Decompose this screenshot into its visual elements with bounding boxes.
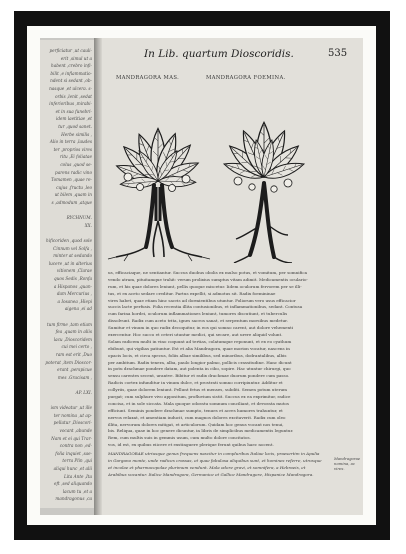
right-page [102, 38, 363, 515]
page-header [102, 48, 363, 62]
left-page-line: idem laetitiae ,et [56, 116, 92, 122]
text-line: dissolvunt. Radix cum aceto trita, ignes sacros sanat, et serpentum morsibus medetur. [108, 318, 288, 324]
left-page-line: cui mei certo , [61, 344, 92, 350]
text-line: vos, id est, ex quibus eiicere et exstinguere plerique ferunt quibus haec nocent. [108, 442, 274, 448]
text-line: vendo atram, pituitamque trahit: verum prolixius sumptus vitam adimit. Medicamentis oculario- [108, 276, 308, 282]
text-line: us, efficaciaque, ne sentiantur. Succus duobus obolis ex mulso potus, et vomitum, per somnifica [108, 270, 308, 275]
left-page-line: erit ,simul ut a [60, 55, 92, 61]
book-gutter [94, 38, 102, 515]
male-mandrake-plant [108, 129, 210, 262]
left-page-line: Tomamen ,quae re- [51, 177, 92, 183]
caption-mandragora-mas: MANDRAGORA MAS. [116, 75, 180, 81]
text-line: bis. Reliqua, quae in hoc genere dicuntur, in libris de simplicibus medicamentis leguntur. [108, 428, 294, 434]
left-page-line: ism videatur ,ut ille [50, 405, 92, 411]
left-page-line: ndent si sedant ,ob- [50, 78, 92, 84]
text-line: purgat; cum sulphure vivo appositum, profluvium sistit. Succus ex ea exprimitur, radice [108, 394, 291, 400]
text-line: concisa, et in sole siccata. Mala quoque odoratu somnum conciliant, et devorata mutos [108, 400, 289, 406]
text-line: Solam radicem multi in vino coquunt ad tertias, colatumque reponunt, et ex eo cyathum [108, 338, 292, 344]
text-line: nervos relaxat, et amentiam inducit, cum magnos dolores excitaverit. Radix cum oleo [108, 414, 286, 420]
text-line: vires habet, quae etiam hinc sacris ad dormientibus utuntur. Foliorum vero usus efficacior [108, 297, 296, 303]
text-line: ebibunt, qui vigilias patiuntur. Est et alia Mandragora, quae morion vocatur, nascens in [108, 345, 290, 351]
left-page-line: XX. [84, 222, 92, 228]
left-page-line: eft ,sed aliquando [54, 481, 92, 487]
left-page-line: ter ,proprios vires [53, 146, 92, 152]
left-page-line: quos Sedis ,Ronfa [54, 276, 92, 281]
left-page-line: colus ,quod se- [60, 162, 92, 167]
left-page-line: ut bilem ,quam in [54, 192, 92, 198]
left-page-line: mes .Gracisam , [57, 374, 92, 380]
left-page-line: vocant ,abunde [59, 428, 92, 433]
left-page-line: tur ,quod sanet. [58, 124, 92, 129]
text-line: in Gargano monte, unde radices crassas, et quae fabulosa aliquibus sunt, et homines referre, utrosque [108, 458, 322, 464]
left-page-line: ram est erit ,Duo [55, 352, 92, 357]
female-mandrake-plant [222, 122, 305, 263]
left-page-line: ritu ,Ei foliatae [59, 154, 92, 160]
left-page-line: habent ,crebro infi- [51, 63, 92, 69]
left-page-line: Alio in terra ,laudes [49, 139, 92, 145]
left-page-line: parens radic vino [55, 169, 92, 175]
left-page-line: folia inquiet ,sae- [55, 450, 92, 456]
left-page-line: pellatur ,Dioscori- [53, 420, 92, 426]
left-page-line: et in sua funebri- [55, 108, 92, 114]
left-page-line: bilit ,e inflammatio- [50, 70, 92, 76]
left-page-line: terra Plin ,qui [62, 458, 92, 464]
left-page-line: aliqui hunc ,et alii [53, 466, 92, 471]
left-page-line: Lita Ante ,Ita [63, 473, 92, 479]
caption-mandragora-foemina: MANDRAGORA FOEMINA. [206, 75, 286, 81]
left-page-line: dam Mercurius , [56, 291, 92, 297]
left-page-line: lucere ,ut in alterius [48, 260, 92, 266]
text-line: tus, et ex aceto sedare creditur. Partus expellit, si admotus sit. Radix foemininae [108, 290, 276, 296]
left-page-strip [40, 40, 94, 508]
text-line: exercentur. Hoc succo et ceteri utuntur medici, qui secare, aut urere aliquid volunt. [108, 332, 283, 338]
text-line: Rem, cum multis suis in gemmis usum, cum multo dolore concitatos. [108, 435, 251, 441]
commentary-section-2 [108, 451, 330, 479]
text-line: rum, et his quae dolores leniunt, pellis quoque miscetur. Iidem oculorum fervorem per se illi- [108, 283, 302, 289]
left-page-line: nasque ,et ulcera. s- [49, 86, 92, 91]
left-page-line: lacu ,Dioscoridem [53, 336, 92, 342]
left-page-line: fea ,quam in aliis [55, 329, 92, 335]
left-page-line: perficiatur ,ut cauli- [49, 48, 92, 53]
commentary-text [108, 270, 330, 479]
mandrake-woodcut-illustration [106, 85, 326, 263]
left-page-line: Nam et ei qui Trar- [51, 435, 92, 441]
left-page-line: mandragonus ,ca [55, 496, 92, 502]
text-line: collyriis, quae dolorem leniunt. Pellunt fetus et menses, subditi. Semen potum uterum [108, 387, 288, 393]
left-page-line: s ,admodum ,atque [51, 200, 92, 205]
left-page-line: RYCHNUM. [66, 215, 92, 221]
left-page-line: orbis ,lenit ,sedat [54, 93, 92, 99]
text-line: Arabibus vocantur. Italice Mandragora, Germanice et Gallice Mandragore, Hispanice Mandragora. [108, 471, 314, 477]
text-line: in potu drachmae pondere datam, aut polenta in cibo, sopire. Hac utuntur chirurgi, quo [108, 366, 291, 372]
left-page-line: Herbe similis , [61, 131, 92, 137]
left-page-line: AP. LXI. [75, 390, 92, 395]
text-line: efficiunt. Seminis pondere drachmae sumpto, tenues et acres humores trahuntur, et [108, 407, 283, 413]
text-line: et incolae et pharmacopolae plurimum vendunt. Mala odore gravi, et somnifera, a Hebraeis, et [108, 464, 306, 470]
left-page-line: Cinnum vel Solfa , [53, 245, 92, 251]
left-page-line: aigena ,ei ad [64, 306, 92, 312]
left-page-line: inferioribus ,mirabi- [49, 101, 92, 107]
left-page-line: ter nomina ,ut ap- [53, 412, 92, 418]
left-page-line: tum firme ,tam etiam [46, 321, 92, 327]
left-page-line: contra non ,ed- [59, 443, 92, 449]
left-page-line: a Hispanos ,quan- [53, 283, 92, 289]
text-line: MANDRAGORAE utriusque genus frequens nascitur in compluribus Italiae locis, praesertim in Apulia [108, 451, 320, 457]
text-line: per ambitum. Radix tenera, alba, paulo longior palmo, pollicis crassitudine. Hanc dicunt [108, 359, 292, 365]
margin-note: Mandragorae nomina, ac vires. [334, 456, 361, 471]
left-page-line: minter at sedando [53, 253, 92, 259]
left-page-line: erant ,perspicue [57, 367, 92, 373]
running-head: In Lib. quartum Dioscoridis. [144, 48, 294, 60]
text-line: succis lacte perfusis. Folia recentia illita contusionibus, et inflammationibus, sedant. Contusa [108, 304, 303, 310]
left-page-line: poterat ,item Dioscor- [45, 359, 92, 365]
text-line: illita, nervorum dolores mitigat, et articulorum. Quidam hoc genus vocant nos tenui, [108, 421, 284, 427]
text-line: opacis locis, et circa specus, foliis albae similibus, sed minoribus, dodrantalibus, albis [108, 352, 287, 358]
text-line: cum farina hordei, oculorum inflammationes leniunt, tumores discutiunt, et tuberculis [108, 311, 288, 317]
left-page-line: a Iosanea ,Hiepi [57, 298, 92, 304]
text-line: sensu carentes secent, urantve. Bibitur et radix drachmae duorum pondere cum passo. [108, 373, 290, 379]
text-line: Sumitur et vinum in quo radix decoquitur, in eos qui somno carent, aut dolore vehementi [108, 325, 294, 331]
left-page-line: lacum tu ,et a [62, 488, 92, 494]
left-page-line: cujus ,fructu ,leo [56, 184, 92, 190]
left-page-line: hificoriden ,quod sole [46, 238, 92, 243]
left-page-line: vitionem ,Clarae [56, 268, 92, 274]
page-number: 535 [328, 48, 348, 59]
text-line: Radicis cortex infunditur in vinum dulce, et prostrati somno corripiuntur. Additur et [108, 380, 283, 386]
scanned-book-spread [40, 38, 363, 515]
